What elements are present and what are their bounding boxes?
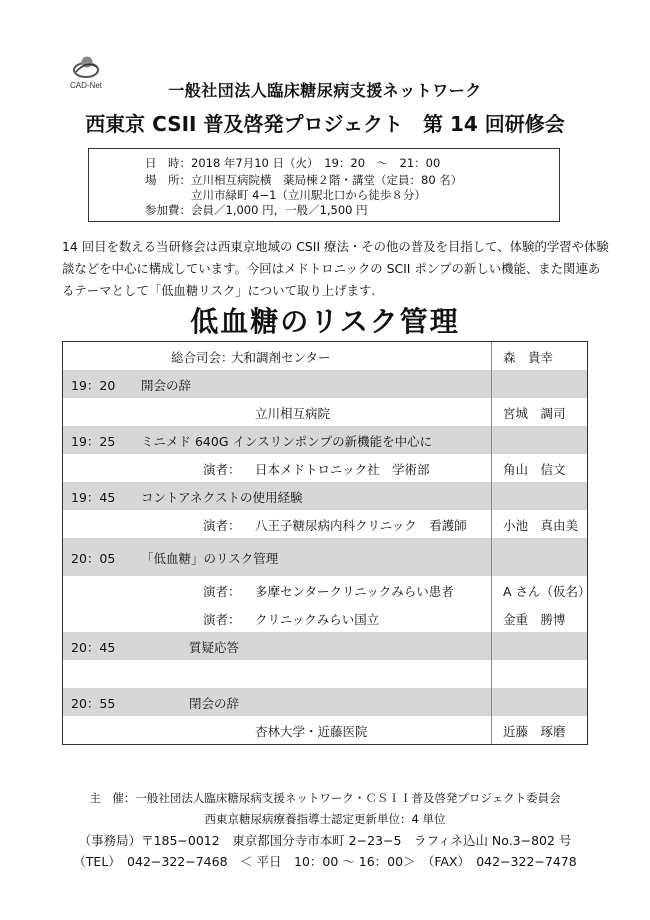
program-speaker-label: 総合司会： (171, 350, 234, 365)
program-person: 金重 勝博 (503, 612, 566, 627)
program-affiliation: 日本メドトロニック社 学術部 (255, 462, 430, 477)
intro-line: るテーマとして「低血糖リスク」について取り上げます. (62, 283, 376, 298)
program-row (63, 576, 591, 604)
program-person: 宮城 調司 (503, 406, 566, 421)
program-row (63, 398, 587, 426)
program-time: 20：05 (71, 551, 116, 566)
intro-paragraph (62, 236, 609, 302)
sponsor-line: 主 催：一般社団法人臨床糖尿病支援ネットワーク・ＣＳＩＩ普及啓発プロジェクト委員会 (89, 791, 561, 805)
office-address: （事務局）〒185−0012 東京都国分寺市本町 2−23−5 ラフィネ込山 No.3−802 号 (78, 833, 572, 848)
program-subject: 開会の辞 (141, 378, 192, 393)
program-time: 20：55 (71, 696, 116, 711)
footer (0, 788, 650, 872)
program-subject: 「低血糖」のリスク管理 (141, 551, 279, 566)
program-person: 森 貴幸 (503, 350, 554, 365)
fee-value: 会員／1,000 円，一般／1,500 円 (191, 203, 368, 217)
date-label: 日 時： (145, 156, 191, 170)
logo-mark-icon (72, 52, 100, 80)
program-headline: 低血糖のリスク管理 (190, 305, 460, 338)
program-row (63, 604, 587, 632)
program-affiliation: クリニックみらい国立 (255, 612, 380, 627)
fee-row (145, 202, 368, 219)
program-row (63, 716, 587, 744)
place-label: 場 所： (145, 173, 191, 187)
event-info-box (88, 148, 560, 222)
program-time: 19：25 (71, 434, 116, 449)
intro-line: 談などを中心に構成しています。今回はメドトロニックの SCII ポンプの新しい機能、また関連あ (62, 261, 601, 276)
credit-line: 西東京糖尿病療養指導士認定更新単位：4 単位 (204, 812, 446, 826)
program-affiliation: 大和調剤センター (231, 350, 331, 365)
program-speaker-label: 演者： (203, 612, 241, 627)
program-speaker-label: 演者： (203, 518, 241, 533)
date-value: 2018 年7月10 日（火） 19：20 ～ 21：00 (191, 156, 441, 170)
program-row (63, 510, 587, 538)
program-row (63, 660, 587, 688)
program-row (63, 688, 587, 716)
date-row (145, 155, 440, 172)
program-subject: ミニメド 640G インスリンポンプの新機能を中心に (141, 434, 433, 449)
program-speaker-label: 演者： (203, 462, 241, 477)
program-subject: 質疑応答 (189, 640, 240, 655)
place-value: 立川相互病院横 薬局棟２階・講堂（定員：80 名） (191, 173, 463, 187)
program-affiliation: 多摩センタークリニックみらい患者 (255, 584, 454, 599)
event-title: 西東京 CSII 普及啓発プロジェクト 第 14 回研修会 (85, 112, 565, 136)
program-affiliation: 杏林大学・近藤医院 (255, 724, 368, 739)
program-row (63, 482, 587, 510)
program-row (63, 370, 587, 398)
program-row (63, 538, 587, 576)
program-affiliation: 立川相互病院 (255, 406, 331, 421)
program-row (63, 454, 587, 482)
column-divider (491, 342, 492, 744)
program-row (63, 342, 587, 370)
fee-label: 参加費： (145, 203, 191, 217)
place-address: 立川市緑町 4−1（立川駅北口から徒歩８分） (191, 188, 426, 202)
logo-text: CAD-Net (69, 81, 102, 90)
intro-line: 14 回目を数える当研修会は西東京地域の CSII 療法・その他の普及を目指して、体験的学習や体験 (62, 239, 609, 254)
program-speaker-label: 演者： (203, 584, 241, 599)
program-table (62, 341, 591, 745)
program-subject: 閉会の辞 (189, 696, 240, 711)
program-person: A さん（仮名） (503, 584, 591, 599)
program-time: 19：20 (71, 378, 116, 393)
program-person: 近藤 琢磨 (503, 724, 566, 739)
program-affiliation: 八王子糖尿病内科クリニック 看護師 (255, 518, 467, 533)
program-time: 20：45 (71, 640, 116, 655)
organization-name: 一般社団法人臨床糖尿病支援ネットワーク (168, 81, 482, 100)
program-person: 小池 真由美 (503, 518, 579, 533)
contact-line: （TEL） 042−322−7468 ＜ 平日 10：00 ～ 16：00＞ （FAX） 042−322−7478 (73, 854, 577, 869)
program-row (63, 632, 587, 660)
program-person: 角山 信文 (503, 462, 566, 477)
program-subject: コントアネクストの使用経験 (141, 490, 303, 505)
program-time: 19：45 (71, 490, 116, 505)
program-row (63, 426, 587, 454)
